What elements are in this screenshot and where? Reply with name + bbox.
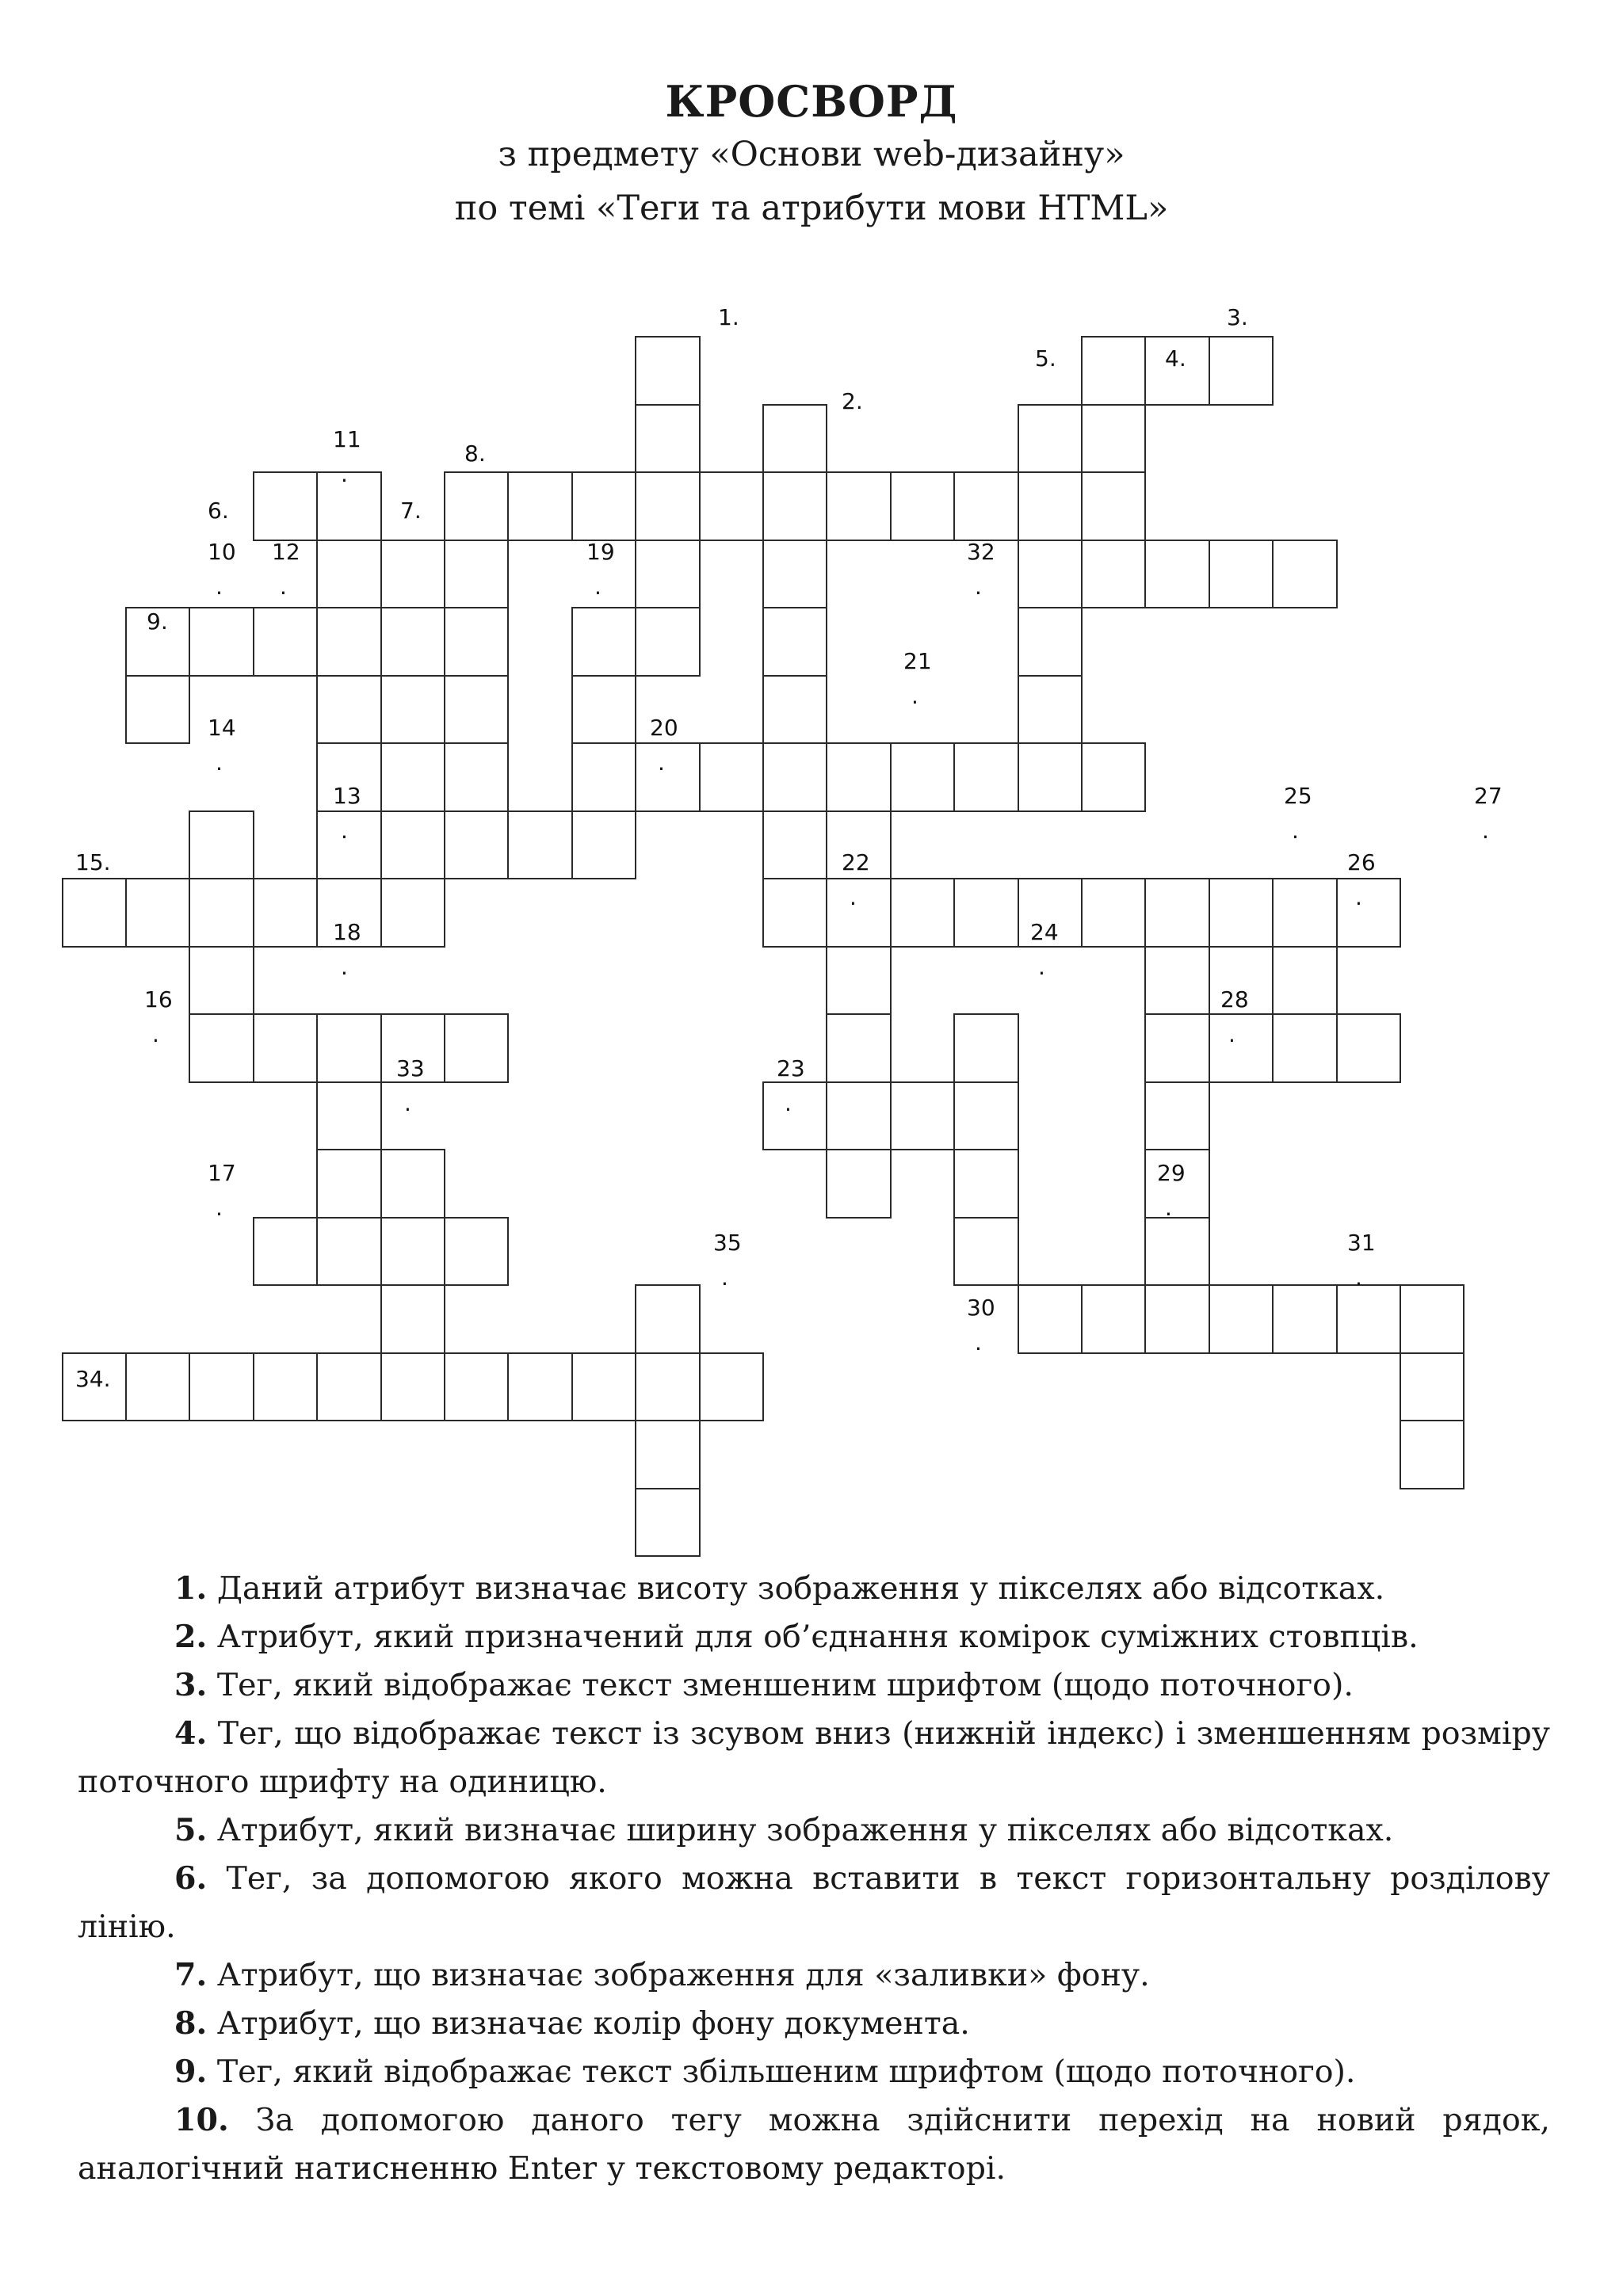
crossword-cell[interactable] xyxy=(316,1352,381,1422)
crossword-cell[interactable] xyxy=(253,1217,318,1287)
crossword-cell[interactable] xyxy=(635,742,700,812)
clue-number-11: 11 xyxy=(333,426,361,452)
clue-number-34: 34. xyxy=(75,1366,111,1392)
clue-number-18: 18 xyxy=(333,919,361,945)
crossword-cell[interactable] xyxy=(826,946,891,1016)
crossword-cell[interactable] xyxy=(125,878,190,948)
clue-number-dot: . xyxy=(1165,1195,1172,1221)
crossword-cell[interactable] xyxy=(1209,540,1274,609)
crossword-cell[interactable] xyxy=(316,1013,381,1083)
clue-number-3: 3. xyxy=(1227,304,1248,330)
crossword-cell[interactable] xyxy=(62,878,127,948)
crossword-cell[interactable] xyxy=(1272,540,1337,609)
crossword-cell[interactable] xyxy=(635,336,700,406)
crossword-cell[interactable] xyxy=(635,1420,700,1489)
clue-number-dot: . xyxy=(1355,884,1362,910)
clue-number-16: 16 xyxy=(144,986,173,1013)
crossword-cell[interactable] xyxy=(189,946,254,1016)
clue-number-dot: . xyxy=(341,954,348,980)
crossword-cell[interactable] xyxy=(890,1081,955,1151)
crossword-cell[interactable] xyxy=(1018,675,1083,745)
crossword-cell[interactable] xyxy=(1144,946,1209,1016)
crossword-cell[interactable] xyxy=(316,1217,381,1287)
clue-4: 4. Тег, що відображає текст із зсувом вниз (нижній індекс) і зменшенням розміру поточного шрифту на одиницю. xyxy=(78,1715,1551,1800)
clue-number-14: 14 xyxy=(208,715,236,741)
crossword-cell[interactable] xyxy=(253,1013,318,1083)
clue-number-dot: . xyxy=(658,749,665,776)
clue-number-dot: . xyxy=(785,1090,792,1116)
crossword-cell[interactable] xyxy=(507,1352,572,1422)
crossword-cell[interactable] xyxy=(1144,1217,1209,1287)
crossword-cell[interactable] xyxy=(1209,1284,1274,1354)
clue-7: 7. Атрибут, що визначає зображення для «заливки» фону. xyxy=(174,1957,1150,1993)
crossword-cell[interactable] xyxy=(253,471,318,541)
crossword-cell[interactable] xyxy=(571,471,636,541)
crossword-cell[interactable] xyxy=(1144,878,1209,948)
crossword-cell[interactable] xyxy=(380,742,445,812)
clue-number-8: 8. xyxy=(464,441,486,467)
clue-number-32: 32 xyxy=(967,539,995,565)
crossword-cell[interactable] xyxy=(953,1013,1018,1083)
crossword-cell[interactable] xyxy=(1081,336,1146,406)
crossword-cell[interactable] xyxy=(444,1013,509,1083)
clue-number-6: 6. xyxy=(208,498,229,524)
crossword-cell[interactable] xyxy=(762,742,827,812)
crossword-cell[interactable] xyxy=(1081,1284,1146,1354)
crossword-cell[interactable] xyxy=(444,1217,509,1287)
crossword-cell[interactable] xyxy=(762,878,827,948)
crossword-cell[interactable] xyxy=(762,471,827,541)
crossword-cell[interactable] xyxy=(762,675,827,745)
clue-number-26: 26 xyxy=(1347,849,1376,875)
clue-number-dot: . xyxy=(1355,1264,1362,1291)
crossword-cell[interactable] xyxy=(444,742,509,812)
clue-number-dot: . xyxy=(911,683,918,709)
crossword-cell[interactable] xyxy=(571,1352,636,1422)
crossword-cell[interactable] xyxy=(1400,1420,1465,1489)
crossword-cell[interactable] xyxy=(189,1013,254,1083)
crossword-cell[interactable] xyxy=(380,1217,445,1287)
crossword-cell[interactable] xyxy=(826,878,891,948)
crossword-cell[interactable] xyxy=(380,607,445,677)
clue-9: 9. Тег, який відображає текст збільшеним шрифтом (щодо поточного). xyxy=(174,2054,1356,2090)
crossword-cell[interactable] xyxy=(1272,1013,1337,1083)
crossword-cell[interactable] xyxy=(953,471,1018,541)
clue-number-24: 24 xyxy=(1030,919,1059,945)
crossword-cell[interactable] xyxy=(189,1352,254,1422)
crossword-cell[interactable] xyxy=(1018,1284,1083,1354)
clue-number-dot: . xyxy=(280,574,287,600)
crossword-cell[interactable] xyxy=(1272,946,1337,1016)
clue-number-10: 10 xyxy=(208,539,236,565)
crossword-cell[interactable] xyxy=(1018,540,1083,609)
crossword-cell[interactable] xyxy=(1400,1352,1465,1422)
crossword-cell[interactable] xyxy=(953,742,1018,812)
crossword-cell[interactable] xyxy=(826,471,891,541)
crossword-cell[interactable] xyxy=(1144,1081,1209,1151)
clue-number-dot: . xyxy=(1292,818,1299,844)
crossword-cell[interactable] xyxy=(635,540,700,609)
clue-number-dot: . xyxy=(1038,954,1045,980)
crossword-cell[interactable] xyxy=(635,404,700,474)
crossword-cell[interactable] xyxy=(1336,1013,1401,1083)
clue-number-23: 23 xyxy=(777,1055,805,1081)
clue-5: 5. Атрибут, який визначає ширину зображення у пікселях або відсотках. xyxy=(174,1812,1394,1848)
clue-number-12: 12 xyxy=(272,539,300,565)
crossword-cell[interactable] xyxy=(380,540,445,609)
crossword-cell[interactable] xyxy=(444,471,509,541)
crossword-cell[interactable] xyxy=(444,675,509,745)
crossword-cell[interactable] xyxy=(1209,1013,1274,1083)
clue-number-dot: . xyxy=(1482,818,1489,844)
crossword-cell[interactable] xyxy=(380,1352,445,1422)
crossword-cell[interactable] xyxy=(571,742,636,812)
crossword-cell[interactable] xyxy=(571,675,636,745)
clue-number-dot: . xyxy=(216,749,223,776)
crossword-cell[interactable] xyxy=(1336,878,1401,948)
clue-8: 8. Атрибут, що визначає колір фону документа. xyxy=(174,2005,970,2042)
crossword-cell[interactable] xyxy=(125,1352,190,1422)
clue-3: 3. Тег, який відображає текст зменшеним шрифтом (щодо поточного). xyxy=(174,1667,1354,1703)
crossword-cell[interactable] xyxy=(1081,742,1146,812)
crossword-cell[interactable] xyxy=(953,1149,1018,1219)
crossword-cell[interactable] xyxy=(253,1352,318,1422)
crossword-cell[interactable] xyxy=(890,878,955,948)
crossword-cell[interactable] xyxy=(316,607,381,677)
crossword-cell[interactable] xyxy=(699,471,764,541)
clue-number-dot: . xyxy=(341,461,348,487)
crossword-cell[interactable] xyxy=(1336,1284,1401,1354)
clue-number-4: 4. xyxy=(1165,345,1186,372)
clue-number-19: 19 xyxy=(586,539,615,565)
clue-number-13: 13 xyxy=(333,783,361,809)
crossword-cell[interactable] xyxy=(125,675,190,745)
crossword-cell[interactable] xyxy=(762,404,827,474)
crossword-cell[interactable] xyxy=(635,607,700,677)
crossword-cell[interactable] xyxy=(890,742,955,812)
crossword-cell[interactable] xyxy=(507,810,572,880)
page-title: КРОСВОРД xyxy=(665,76,958,127)
clue-number-31: 31 xyxy=(1347,1230,1376,1256)
clue-number-9: 9. xyxy=(147,608,168,635)
crossword-cell[interactable] xyxy=(444,1352,509,1422)
crossword-cell[interactable] xyxy=(1018,471,1083,541)
crossword-cell[interactable] xyxy=(635,1352,700,1422)
clue-number-dot: . xyxy=(341,818,348,844)
clue-number-dot: . xyxy=(216,574,223,600)
clue-2: 2. Атрибут, який призначений для об’єднання комірок суміжних стовпців. xyxy=(174,1619,1419,1655)
crossword-cell[interactable] xyxy=(571,607,636,677)
crossword-cell[interactable] xyxy=(444,810,509,880)
crossword-cell[interactable] xyxy=(189,607,254,677)
crossword-cell[interactable] xyxy=(635,471,700,541)
crossword-cell[interactable] xyxy=(1144,1284,1209,1354)
clue-number-20: 20 xyxy=(650,715,678,741)
crossword-cell[interactable] xyxy=(189,878,254,948)
subtitle-subject: з предмету «Основи web-дизайну» xyxy=(498,135,1125,174)
crossword-cell[interactable] xyxy=(762,1081,827,1151)
crossword-cell[interactable] xyxy=(1018,742,1083,812)
crossword-cell[interactable] xyxy=(316,675,381,745)
crossword-cell[interactable] xyxy=(1018,607,1083,677)
crossword-cell[interactable] xyxy=(953,1081,1018,1151)
subtitle-topic: по темі «Теги та атрибути мови HTML» xyxy=(454,189,1169,228)
clue-number-21: 21 xyxy=(903,648,932,674)
crossword-cell[interactable] xyxy=(826,1149,891,1219)
crossword-cell[interactable] xyxy=(762,607,827,677)
crossword-cell[interactable] xyxy=(1144,540,1209,609)
clue-number-dot: . xyxy=(1228,1021,1235,1047)
clue-number-dot: . xyxy=(850,884,857,910)
crossword-cell[interactable] xyxy=(1018,404,1083,474)
crossword-cell[interactable] xyxy=(699,1352,764,1422)
clue-number-29: 29 xyxy=(1157,1160,1186,1186)
crossword-cell[interactable] xyxy=(1209,878,1274,948)
clue-number-5: 5. xyxy=(1035,345,1056,372)
clue-number-dot: . xyxy=(152,1021,159,1047)
crossword-cell[interactable] xyxy=(635,1488,700,1558)
crossword-cell[interactable] xyxy=(1209,336,1274,406)
clue-number-7: 7. xyxy=(400,498,422,524)
crossword-cell[interactable] xyxy=(316,471,381,541)
crossword-cell[interactable] xyxy=(316,1081,381,1151)
crossword-cell[interactable] xyxy=(316,1149,381,1219)
clues-list xyxy=(78,1565,1550,2193)
crossword-cell[interactable] xyxy=(444,607,509,677)
clue-number-dot: . xyxy=(975,1329,982,1356)
crossword-cell[interactable] xyxy=(253,607,318,677)
crossword-cell[interactable] xyxy=(826,1081,891,1151)
clue-number-dot: . xyxy=(594,574,601,600)
clue-number-2: 2. xyxy=(842,388,863,414)
crossword-cell[interactable] xyxy=(1272,878,1337,948)
crossword-cell[interactable] xyxy=(316,540,381,609)
clue-number-dot: . xyxy=(975,574,982,600)
clue-number-dot: . xyxy=(216,1195,223,1221)
crossword-cell[interactable] xyxy=(189,810,254,880)
clue-number-33: 33 xyxy=(396,1055,425,1081)
crossword-cell[interactable] xyxy=(762,540,827,609)
crossword-cell[interactable] xyxy=(1272,1284,1337,1354)
clue-number-dot: . xyxy=(721,1264,728,1291)
crossword-cell[interactable] xyxy=(253,878,318,948)
clue-number-25: 25 xyxy=(1284,783,1312,809)
clue-6: 6. Тег, за допомогою якого можна вставити в текст горизонтальну розділову лінію. xyxy=(78,1860,1550,1945)
crossword-cell[interactable] xyxy=(1081,540,1146,609)
crossword-cell[interactable] xyxy=(699,742,764,812)
crossword-cell[interactable] xyxy=(1144,1013,1209,1083)
crossword-cell[interactable] xyxy=(1081,404,1146,474)
crossword-cell[interactable] xyxy=(380,810,445,880)
crossword-cell[interactable] xyxy=(953,1217,1018,1287)
clue-number-15: 15. xyxy=(75,849,111,875)
crossword-cell[interactable] xyxy=(316,810,381,880)
crossword-cell[interactable] xyxy=(1400,1284,1465,1354)
crossword-cell[interactable] xyxy=(380,675,445,745)
crossword-cell[interactable] xyxy=(1081,878,1146,948)
crossword-cell[interactable] xyxy=(1081,471,1146,541)
clue-number-30: 30 xyxy=(967,1295,995,1321)
clue-number-35: 35 xyxy=(713,1230,742,1256)
crossword-cell[interactable] xyxy=(380,878,445,948)
clue-1: 1. Даний атрибут визначає висоту зображення у пікселях або відсотках. xyxy=(174,1570,1385,1607)
clue-number-27: 27 xyxy=(1474,783,1503,809)
crossword-cell[interactable] xyxy=(953,878,1018,948)
crossword-cell[interactable] xyxy=(890,471,955,541)
clue-number-1: 1. xyxy=(718,304,739,330)
crossword-cell[interactable] xyxy=(380,1284,445,1354)
clue-number-17: 17 xyxy=(208,1160,236,1186)
crossword-cell[interactable] xyxy=(571,810,636,880)
crossword-cell[interactable] xyxy=(826,742,891,812)
clue-number-28: 28 xyxy=(1220,986,1249,1013)
clue-number-dot: . xyxy=(404,1090,411,1116)
crossword-cell[interactable] xyxy=(507,471,572,541)
crossword-cell[interactable] xyxy=(762,810,827,880)
clue-10: 10. За допомогою даного тегу можна здійснити перехід на новий рядок, аналогічний натисненню Enter у текстовому редакторі. xyxy=(78,2102,1550,2187)
crossword-cell[interactable] xyxy=(635,1284,700,1354)
crossword-cell[interactable] xyxy=(380,1149,445,1219)
crossword-cell[interactable] xyxy=(444,540,509,609)
crossword-cell[interactable] xyxy=(826,1013,891,1083)
clue-number-22: 22 xyxy=(842,849,870,875)
